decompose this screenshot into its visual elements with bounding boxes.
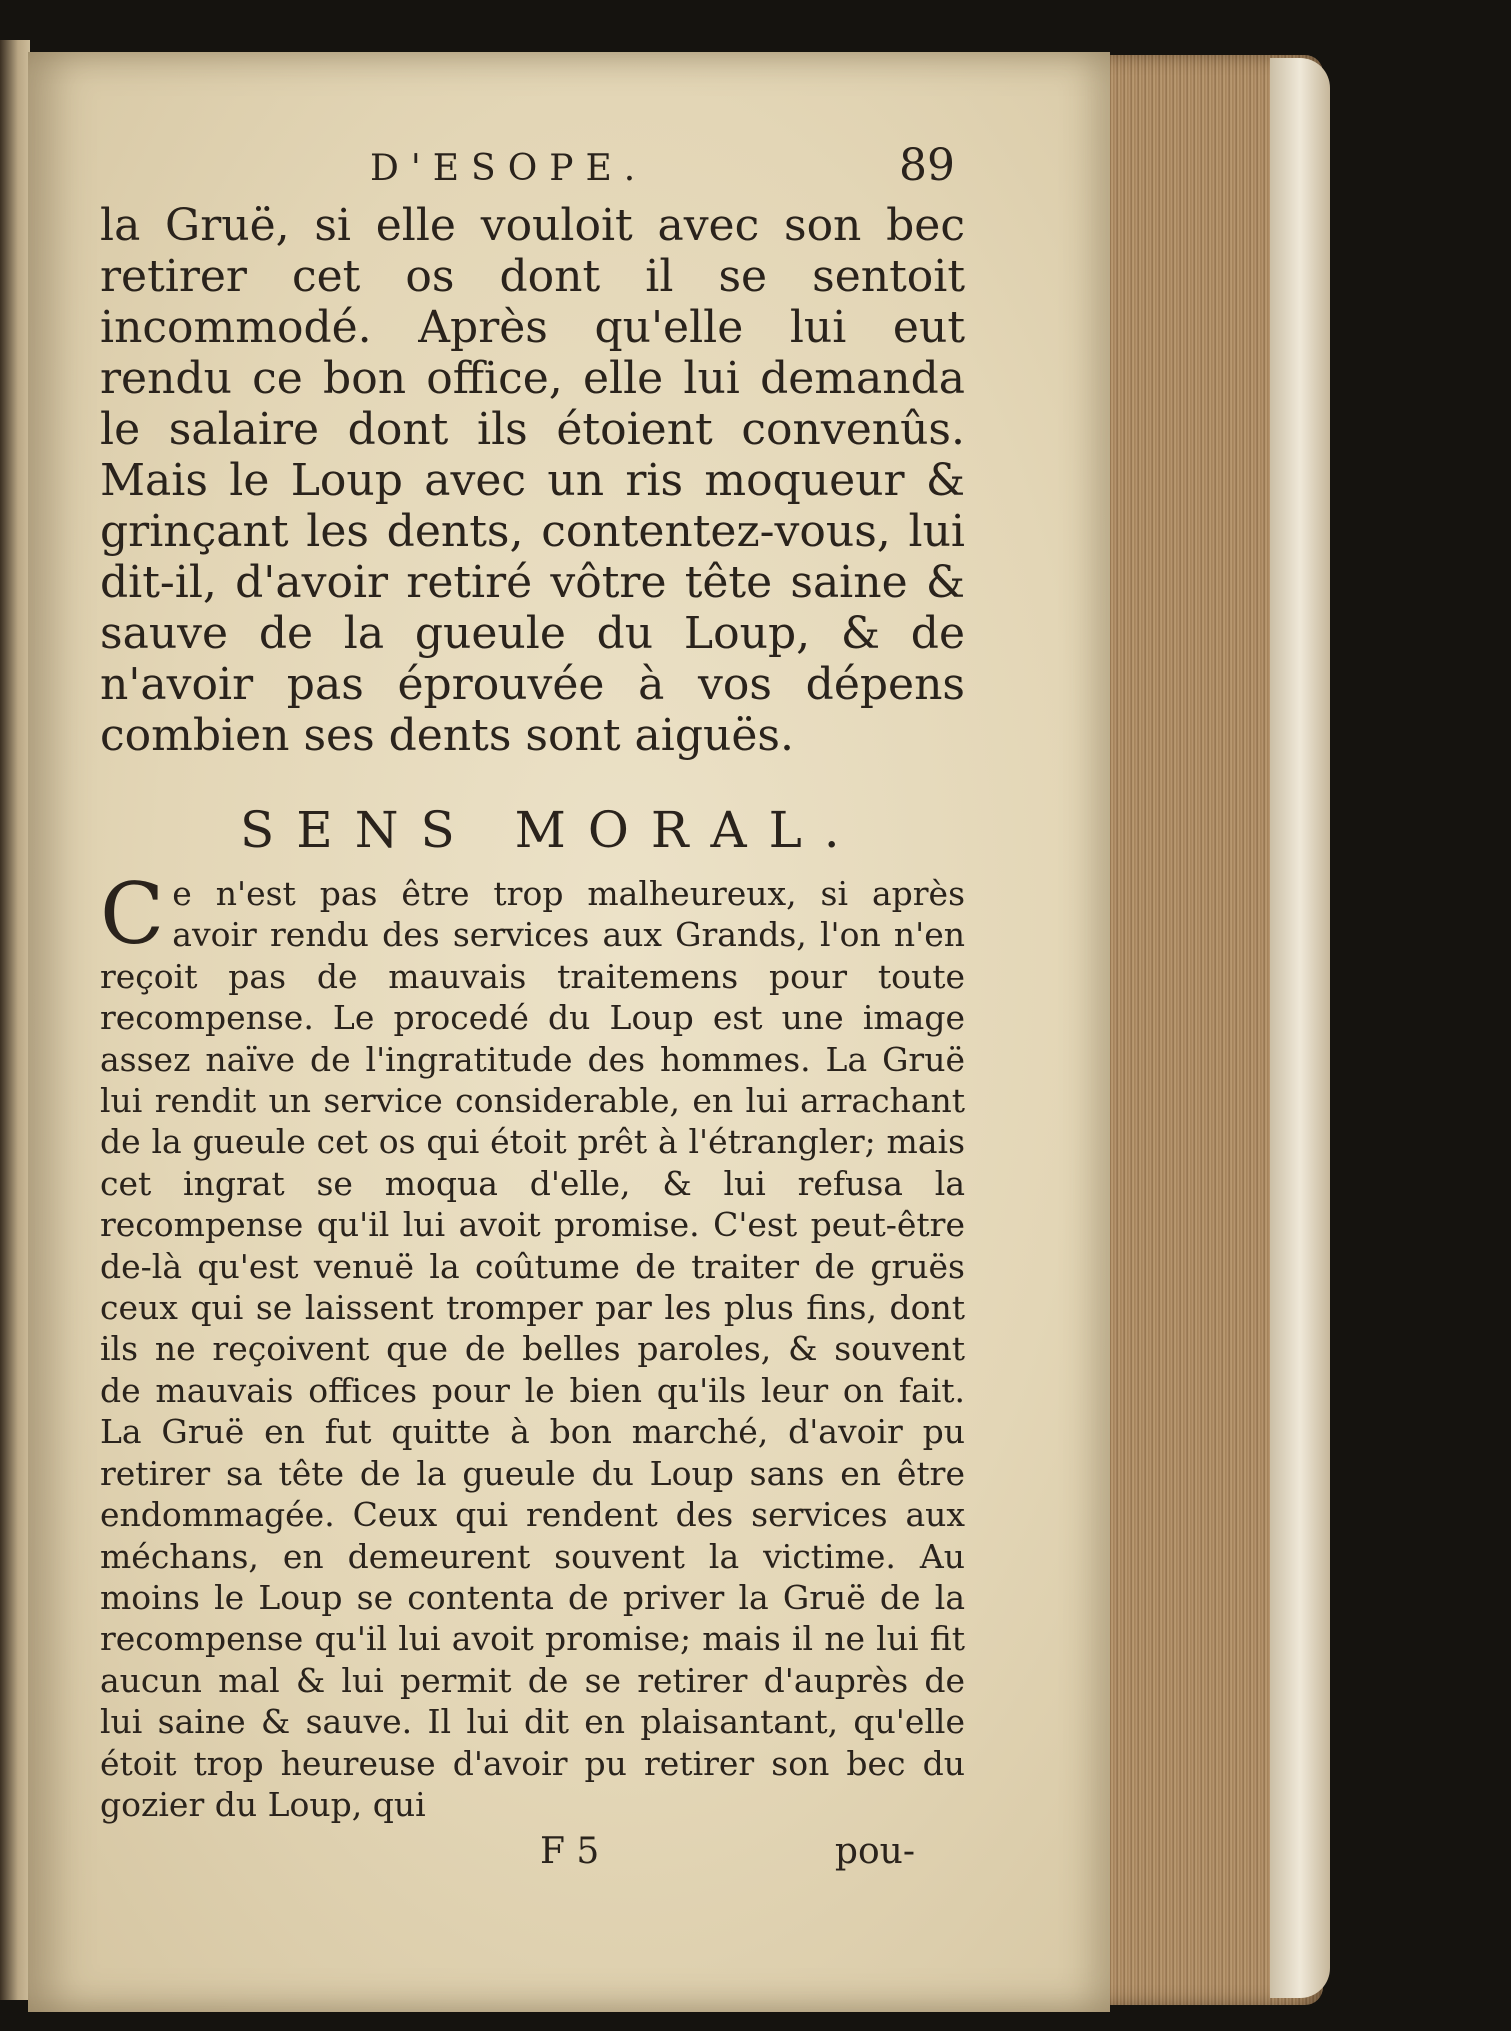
- page-number: 89: [899, 140, 955, 191]
- page-footer: [100, 1831, 965, 1881]
- running-head: [100, 140, 965, 200]
- drop-cap: C: [100, 865, 165, 963]
- fable-text: [100, 200, 965, 761]
- catchword: pou-: [834, 1831, 915, 1873]
- vellum-binding: [1270, 58, 1330, 1998]
- signature-mark: F 5: [540, 1831, 600, 1873]
- fable-paragraph: la Gruë, si elle vouloit avec son bec retirer cet os dont il se sentoit incommodé. Après qu'elle lui eut rendu ce bon office, elle lui demanda le salaire dont ils étoient convenûs. Mais le Loup avec un ris moqueur & grinçant les dents, contentez-vous, lui dit-il, d'avoir retiré vôtre tête saine & sauve de la gueule du Loup, & de n'avoir pas éprouvée à vos dépens combien ses dents sont aiguës.: [100, 200, 965, 761]
- page-text-block: [100, 140, 965, 1881]
- moral-paragraph: [100, 865, 965, 1825]
- running-title: D'ESOPE.: [370, 148, 648, 189]
- moral-heading: SENS MORAL.: [240, 801, 862, 859]
- moral-section: [100, 865, 965, 1825]
- previous-page-edge: [0, 40, 30, 2000]
- moral-body: e n'est pas être trop malheureux, si après avoir rendu des services aux Grands, l'on n'en reçoit pas de mauvais traitemens pour toute recompense. Le procedé du Loup est une image assez naïve de l'ingratitude des hommes. La Gruë lui rendit un service considerable, en lui arrachant de la gueule cet os qui étoit prêt à l'étrangler; mais cet ingrat se moqua d'elle, & lui refusa la recompense qu'il lui avoit promise. C'est peut-être de-là qu'est venuë la coûtume de traiter de gruës ceux qui se laissent tromper par les plus fins, dont ils ne reçoivent que de belles paroles, & souvent de mauvais offices pour le bien qu'ils leur on fait. La Gruë en fut quitte à bon marché, d'avoir pu retirer sa tête de la gueule du Loup sans en être endommagée. Ceux qui rendent des services aux méchans, en demeurent souvent la victime. Au moins le Loup se contenta de priver la Gruë de la recompense qu'il lui avoit promise; mais il ne lui fit aucun mal & lui permit de se retirer d'auprès de lui saine & sauve. Il lui dit en plaisantant, qu'elle étoit trop heureuse d'avoir pu retirer son bec du gozier du Loup, qui: [100, 874, 965, 1824]
